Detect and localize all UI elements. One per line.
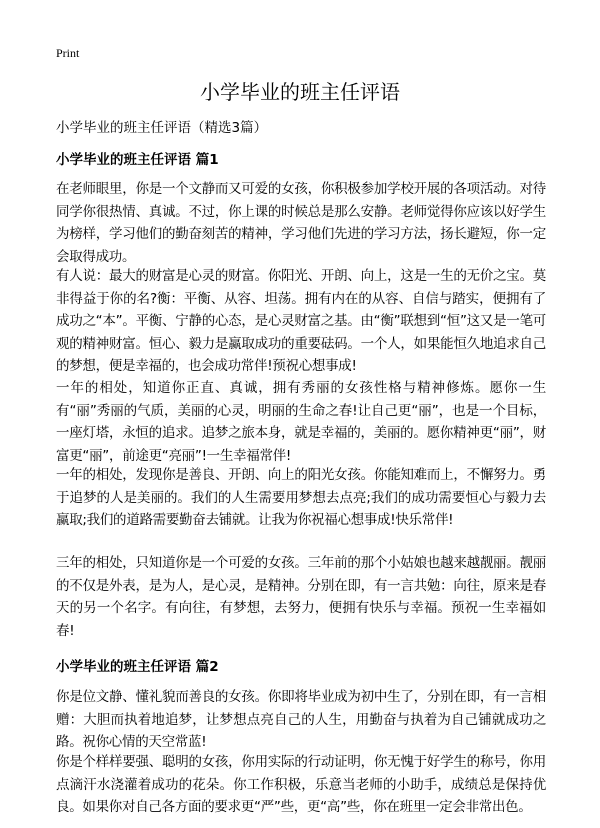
document-subtitle: 小学毕业的班主任评语（精选3篇） xyxy=(56,120,268,136)
paragraph-2-2: 你是个样样要强、聪明的女孩，你用实际的行动证明，你无愧于好学生的称号，你用点滴汗水浇灌着成功的花朵。你工作积极，乐意当老师的小助手，成绩总是保持优良。如果你对自己各方面的要求更“严”些，更“高”些，你在班里一定会非常出色。 xyxy=(56,754,546,815)
paragraph-1-5: 三年的相处，只知道你是一个可爱的女孩。三年前的那个小姑娘也越来越靓丽。靓丽的不仅是外表，是为人，是心灵，是精神。分别在即，有一言共勉：向往，原来是春天的另一个名字。有向往，有梦想，去努力，便拥有快乐与幸福。预祝一生幸福如春! xyxy=(56,555,546,639)
paragraph-1-4: 一年的相处，发现你是善良、开朗、向上的阳光女孩。你能知难而上，不懈努力。勇于追梦的人是美丽的。我们的人生需要用梦想去点亮;我们的成功需要恒心与毅力去赢取;我们的道路需要勤奋去铺就。让我为你祝福心想事成!快乐常伴! xyxy=(56,467,546,528)
paragraph-1-1: 在老师眼里，你是一个文静而又可爱的女孩，你积极参加学校开展的各项活动。对待同学你很热情、真诚。不过，你上课的时候总是那么安静。老师觉得你应该以好学生为榜样，学习他们的勤奋刻苦的精神，学习他们先进的学习方法，扬长避短，你一定会取得成功。 xyxy=(56,181,546,265)
section-heading-2: 小学毕业的班主任评语 篇2 xyxy=(56,659,219,675)
page-title: 小学毕业的班主任评语 xyxy=(200,80,400,104)
section-heading-1: 小学毕业的班主任评语 篇1 xyxy=(56,152,219,168)
paragraph-2-1: 你是位文静、懂礼貌而善良的女孩。你即将毕业成为初中生了，分别在即，有一言相赠：大胆而执着地追梦，让梦想点亮自己的人生，用勤奋与执着为自己铺就成功之路。祝你心情的天空常蓝! xyxy=(56,689,546,750)
paragraph-1-3: 一年的相处，知道你正直、真诚，拥有秀丽的女孩性格与精神修炼。愿你一生有“丽”秀丽的气质，美丽的心灵，明丽的生命之春!让自己更“丽”，也是一个目标，一座灯塔，永恒的追求。追梦之旅本身，就是幸福的，美丽的。愿你精神更“丽”，财富更“丽”，前途更“亮丽”!一生幸福常伴! xyxy=(56,380,546,464)
print-link[interactable]: Print xyxy=(56,46,80,60)
paragraph-1-2: 有人说：最大的财富是心灵的财富。你阳光、开朗、向上，这是一生的无价之宝。莫非得益于你的名?衡：平衡、从容、坦荡。拥有内在的从容、自信与踏实，便拥有了成功之“本”。平衡、宁静的心态，是心灵财富之基。由“衡”联想到“恒”这又是一笔可观的精神财富。恒心、毅力是赢取成功的重要砝码。一个人，如果能恒久地追求自己的梦想，便是幸福的，也会成功常伴!预祝心想事成! xyxy=(56,268,546,374)
